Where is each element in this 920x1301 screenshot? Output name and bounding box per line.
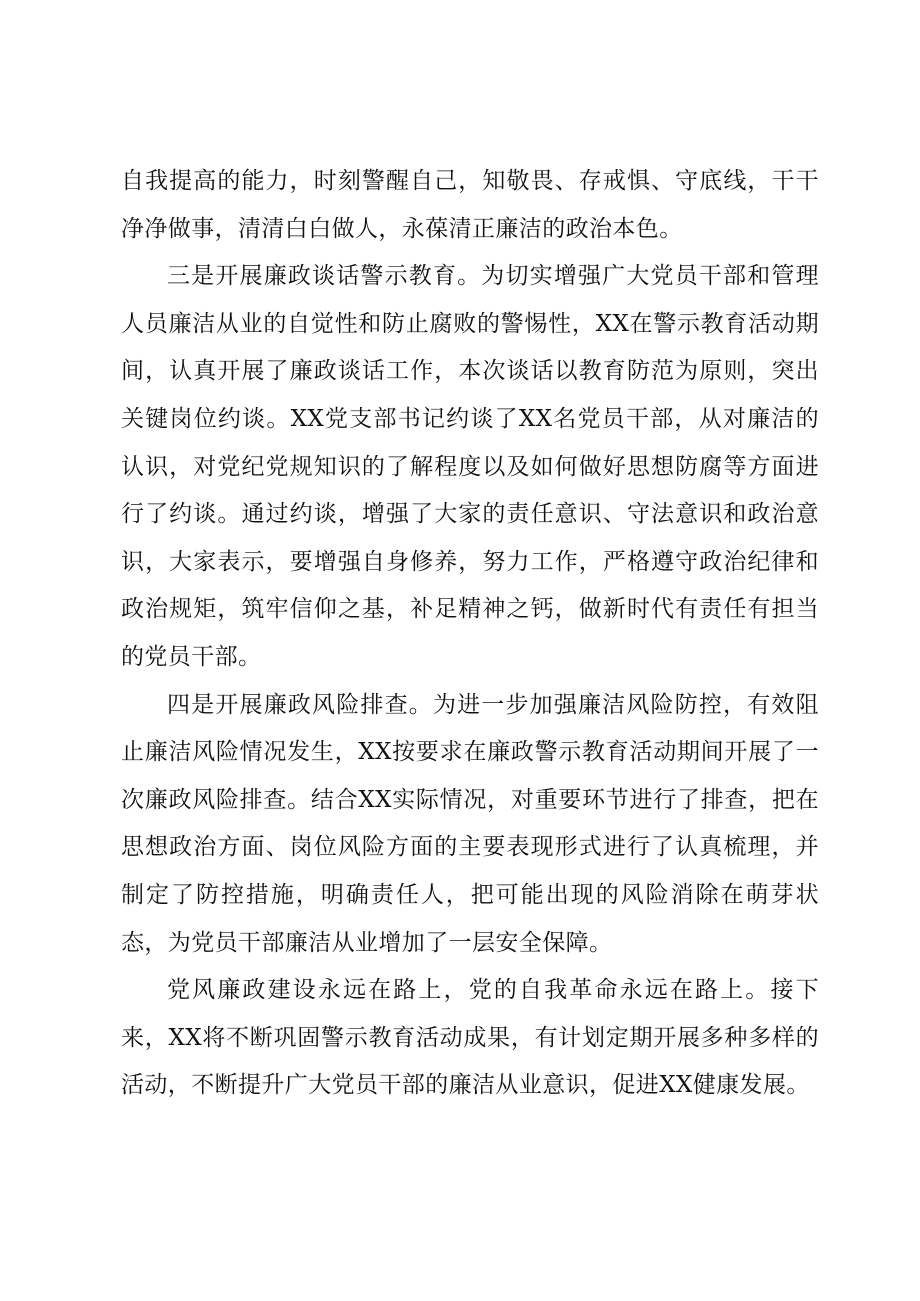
paragraph-talks-warning-education: 三是开展廉政谈话警示教育。为切实增强广大党员干部和管理人员廉洁从业的自觉性和防止腐败的警惕性，XX在警示教育活动期间，认真开展了廉政谈话工作，本次谈话以教育防范为原则，突出关键岗位约谈。XX党支部书记约谈了XX名党员干部，从对廉洁的认识，对党纪党规知识的了解程度以及如何做好思想防腐等方面进行了约谈。通过约谈，增强了大家的责任意识、守法意识和政治意识，大家表示，要增强自身修养，努力工作，严格遵守政治纪律和政治规矩，筑牢信仰之基，补足精神之钙，做新时代有责任有担当的党员干部。 (121, 263, 819, 670)
paragraph-conclusion: 党风廉政建设永远在路上，党的自我革命永远在路上。接下来，XX将不断巩固警示教育活动成果，有计划定期开展多种多样的活动，不断提升广大党员干部的廉洁从业意识，促进XX健康发展。 (121, 977, 819, 1099)
document-body (121, 158, 819, 1110)
paragraph-risk-check: 四是开展廉政风险排查。为进一步加强廉洁风险防控，有效阻止廉洁风险情况发生，XX按要求在廉政警示教育活动期间开展了一次廉政风险排查。结合XX实际情况，对重要环节进行了排查，把在思想政治方面、岗位风险方面的主要表现形式进行了认真梳理，并制定了防控措施，明确责任人，把可能出现的风险消除在萌芽状态，为党员干部廉洁从业增加了一层安全保障。 (121, 691, 819, 956)
paragraph-continuation: 自我提高的能力，时刻警醒自己，知敬畏、存戒惧、守底线，干干净净做事，清清白白做人，永葆清正廉洁的政治本色。 (121, 168, 819, 242)
